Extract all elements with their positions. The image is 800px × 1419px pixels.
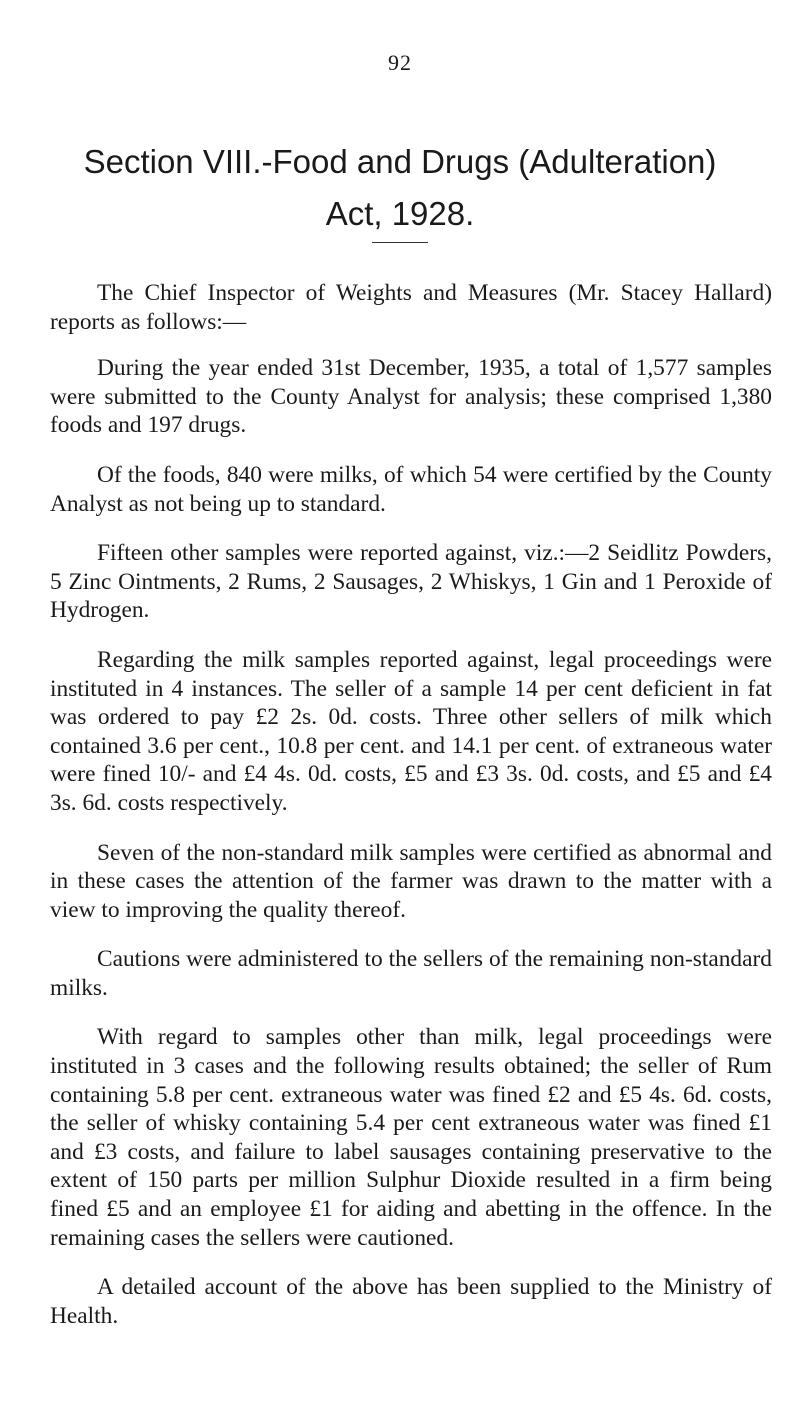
page-number: 92 [388, 50, 412, 75]
section-heading-line-1: Section VIII.-Food and Drugs (Adulteration) [83, 143, 717, 180]
paragraph-cautions: Cautions were administered to the sellers of the remaining non-standard milks. [50, 946, 772, 1001]
paragraph-other-proceedings: With regard to samples other than milk, legal proceedings were instituted in 3 cases and the following results obtained; the seller of Rum containing 5.8 per cent. extraneous water was fined £2 and £5 4s. 6d. costs, the seller of whisky containing 5.4 per cent extraneous water was fined £1 and £3 costs, and failure to label sausages containing preservative to the extent of 150 parts per million Sulphur Dioxide resulted in a firm being fined £5 and an employee £1 for aiding and abetting in the offence. In the remaining cases the sellers were cautioned. [50, 1024, 772, 1251]
section-heading-line-2: Act, 1928. [325, 195, 475, 232]
paragraph-ministry: A detailed account of the above has been supplied to the Ministry of Health. [50, 1274, 772, 1329]
paragraph-intro: The Chief Inspector of Weights and Measures (Mr. Stacey Hallard) reports as follows:— [50, 280, 772, 335]
paragraph-milks: Of the foods, 840 were milks, of which 54 were certified by the County Analyst as not being up to standard. [50, 461, 772, 517]
heading-divider [372, 242, 428, 243]
section-heading [40, 136, 760, 240]
report-body [50, 279, 772, 1351]
paragraph-other-samples: Fifteen other samples were reported against, viz.:—2 Seidlitz Powders, 5 Zinc Ointments, 2 Rums, 2 Sausages, 2 Whiskys, 1 Gin and 1 Peroxide of Hydrogen. [50, 540, 772, 624]
paragraph-milk-proceedings: Regarding the milk samples reported against, legal proceedings were instituted in 4 instances. The seller of a sample 14 per cent deficient in fat was ordered to pay £2 2s. 0d. costs. Three other sellers of milk which contained 3.6 per cent., 10.8 per cent. and 14.1 per cent. of extraneous water were fined 10/- and £4 4s. 0d. costs, £5 and £3 3s. 0d. costs, and £5 and £4 3s. 6d. costs respectively. [50, 646, 772, 816]
paragraph-abnormal-milk: Seven of the non-standard milk samples were certified as abnormal and in these cases the attention of the farmer was drawn to the matter with a view to improving the quality thereof. [50, 839, 772, 923]
paragraph-samples-total: During the year ended 31st December, 1935, a total of 1,577 samples were submitted to the County Analyst for analysis; these comprised 1,380 foods and 197 drugs. [50, 355, 772, 439]
